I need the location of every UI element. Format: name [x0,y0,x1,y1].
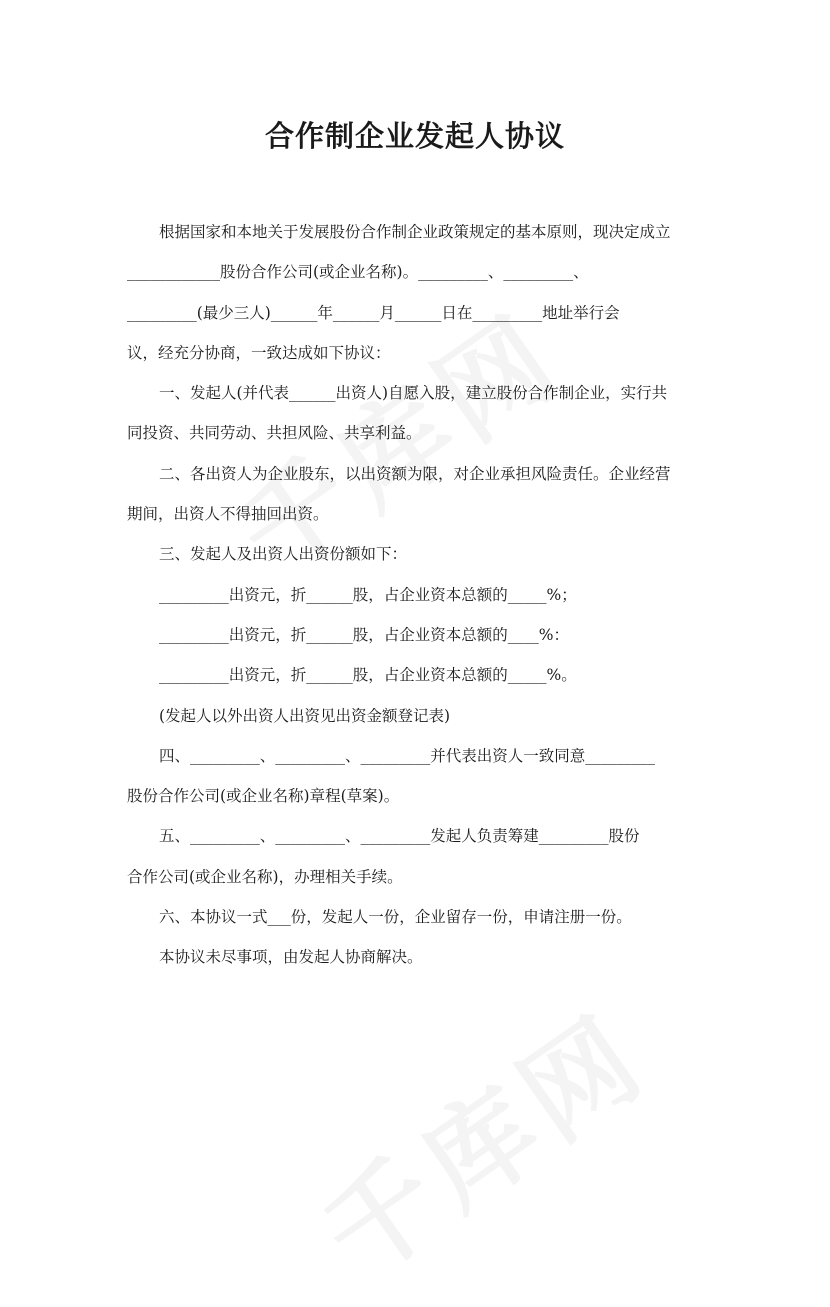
document-title: 合作制企业发起人协议 [264,119,565,153]
paragraph-line: 合作公司(或企业名称)，办理相关手续。 [127,867,403,886]
watermark-bottom [287,971,673,1307]
paragraph-line: _________出资元，折______股，占企业资本总额的_____%。 [159,666,577,685]
paragraph-line: 六、本协议一式___份，发起人一份，企业留存一份，申请注册一份。 [159,908,632,927]
paragraph-line: _________出资元，折______股，占企业资本总额的____%： [159,625,569,644]
watermark-text-bottom [287,971,673,1307]
paragraph-line: 一、发起人(并代表______出资人)自愿入股，建立股份合作制企业，实行共 [159,384,668,403]
paragraph-line: _________出资元，折______股，占企业资本总额的_____%； [159,585,577,604]
paragraph-line: 五、_________、_________、_________发起人负责筹建_________股份 [159,827,640,846]
paragraph-line: (发起人以外出资人出资见出资金额登记表) [159,706,451,725]
document-body [127,212,707,978]
paragraph-line: ____________股份合作公司(或企业名称)。_________、_________、 [127,263,589,282]
paragraph-line: _________(最少三人)______年______月______日在_________地址举行会 [127,303,620,322]
paragraph-line: 四、_________、_________、_________并代表出资人一致同意_________ [159,746,656,765]
paragraph-line: 议，经充分协商，一致达成如下协议： [127,343,391,362]
paragraph-line: 期间，出资人不得抽回出资。 [127,505,329,524]
paragraph-line: 根据国家和本地关于发展股份合作制企业政策规定的基本原则，现决定成立 [159,223,671,241]
paragraph-line: 同投资、共同劳动、共担风险、共享利益。 [127,424,422,443]
paragraph-line: 股份合作公司(或企业名称)章程(草案)。 [127,787,400,806]
paragraph-line: 三、发起人及出资人出资份额如下： [159,545,408,564]
paragraph-line: 本协议未尽事项，由发起人协商解决。 [159,948,423,967]
paragraph-line: 二、各出资人为企业股东，以出资额为限，对企业承担风险责任。企业经营 [159,464,671,483]
